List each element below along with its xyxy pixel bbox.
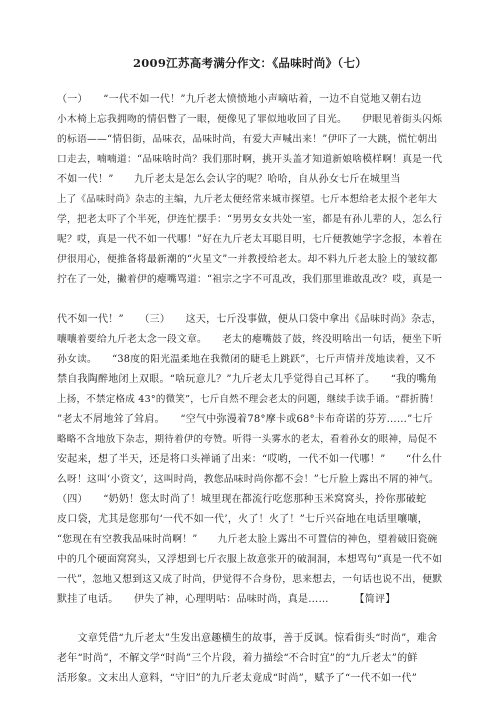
text-line: ”老太不屑地耸了耸肩。 “空气中弥漫着78°摩卡或68°卡布奇诺的芬芳……”七斤 [57,414,434,425]
document-title: 2009江苏高考满分作文：《品味时尚》（七） [132,56,368,70]
text-line: 小木椅上忘我拥吻的情侣瞥了一眼，便像见了罪似地收回了目光。 伊眼见着街头闪烁 [57,114,443,125]
text-line: 中的几个硬面窝窝头，又浮想到七斤衣服上故意张开的破洞洞，本想骂句“真是一代不如 [57,554,443,565]
text-line: 上扬，不禁定格成 43°的微笑”，七斤自然不理会老太的问题，继续手读手诵。“群折腾！ [57,394,440,405]
text-line: 拧在了一处，撇着伊的瘪嘴骂道：“祖宗之字不可乱改，我们那里谁敢乱改？哎，真是一 [57,274,443,285]
text-line: 学，把老太吓了个半死，伊连忙摆手：“男男女女共处一室，都是有孙儿辈的人，怎么行 [57,214,443,225]
text-line: 安起来，想了半天，还是将口头禅诵了出来：“哎哟，一代不如一代哪！” “什么什 [57,454,443,465]
text-line: 一代”，忽地又想到这又成了时尚，伊觉得不合身份，思来想去，一句话也说不出，便默 [57,574,443,585]
text-line: 禁自我陶醉地闭上双眼。“啥玩意儿？”九斤老太几乎觉得自己耳杯了。 “我的嘴角 [57,374,438,385]
text-line: 活形象。文末出人意料，“守旧”的九斤老太竟成“时尚”，赋予了“一代不如一代” [57,673,418,684]
text-line: 伊很用心，便推备将最新潮的“火星文”一并教授给老太。却不料九斤老太脸上的皱纹都 [57,254,438,265]
text-line: 的标语——“情侣街，品味衣，品味时尚，有爱大声喊出来！”伊吓了一大跳，慌忙朝出 [57,134,438,145]
text-line: 么呀！这叫‘小资文’，这叫时尚，教您品味时尚你都不会！”七斤脸上露出不屑的神气。 [57,474,439,485]
text-line: 呢？哎，真是一代不如一代哪！”好在九斤老太耳聪目明，七斤便教她学字念报，本着在 [57,234,443,245]
text-line: （四） “奶奶！您太时尚了！城里现在都流行吃您那种玉米窝窝头，拎你那破蛇 [57,494,427,505]
text-line: 不如一代！” 九斤老太是怎么会认字的呢？哈哈，自从孙女七斤在城里当 [57,174,401,185]
text-line: （一） “一代不如一代！”九斤老太愤愤地小声嘀咕着，一边不自觉地又朝右边 [57,94,422,105]
text-line: 嚷嚷着要给九斤老太念一段文章。 老太的瘪嘴鼓了鼓，终没明啥出一句话，便坐下听 [57,334,443,345]
text-line: 默挂了电话。 伊失了神，心理明咕：品味时尚，真是…… 【简评】 [57,594,396,605]
text-line: 皮口袋，尤其是您那句‘一代不如一代’，火了！火了！”七斤兴奋地在电话里嚷嚷， [57,514,428,525]
text-line: 文章凭借“九斤老太”生发出意趣横生的故事，善于反讽。惊看街头“时尚”，难舍 [57,633,438,644]
text-line: 口走去，喃喃道：“品味啥时尚？我们那时啊，挑开头盖才知道新娘啥模样啊！真是一代 [57,154,443,165]
text-line: 孙女读。 “38度的阳光温柔地在我微闭的睫毛上跳跃”，七斤声情并茂地读着，又不 [57,354,436,365]
text-line: 老年“时尚”，不解文学“时尚”三个片段，着力描绘“不合时宜”的“九斤老太”的鲜 [57,653,418,664]
text-line: 代不如一代！” （三） 这天，七斤没事做，便从口袋中拿出《品味时尚》杂志， [57,314,442,325]
text-line: 上了《品味时尚》杂志的主编，九斤老太便经常来城市探望。七斤本想给老太报个老年大 [57,194,438,205]
text-line: 略略不含地放下杂志，期待着伊的夸赞。听得一头雾水的老太，看着孙女的眼神，局促不 [57,434,438,445]
text-line: “您现在有空教我品味时尚啊！” 九斤老太脸上露出不可置信的神色，望着破旧瓷碗 [57,534,438,545]
